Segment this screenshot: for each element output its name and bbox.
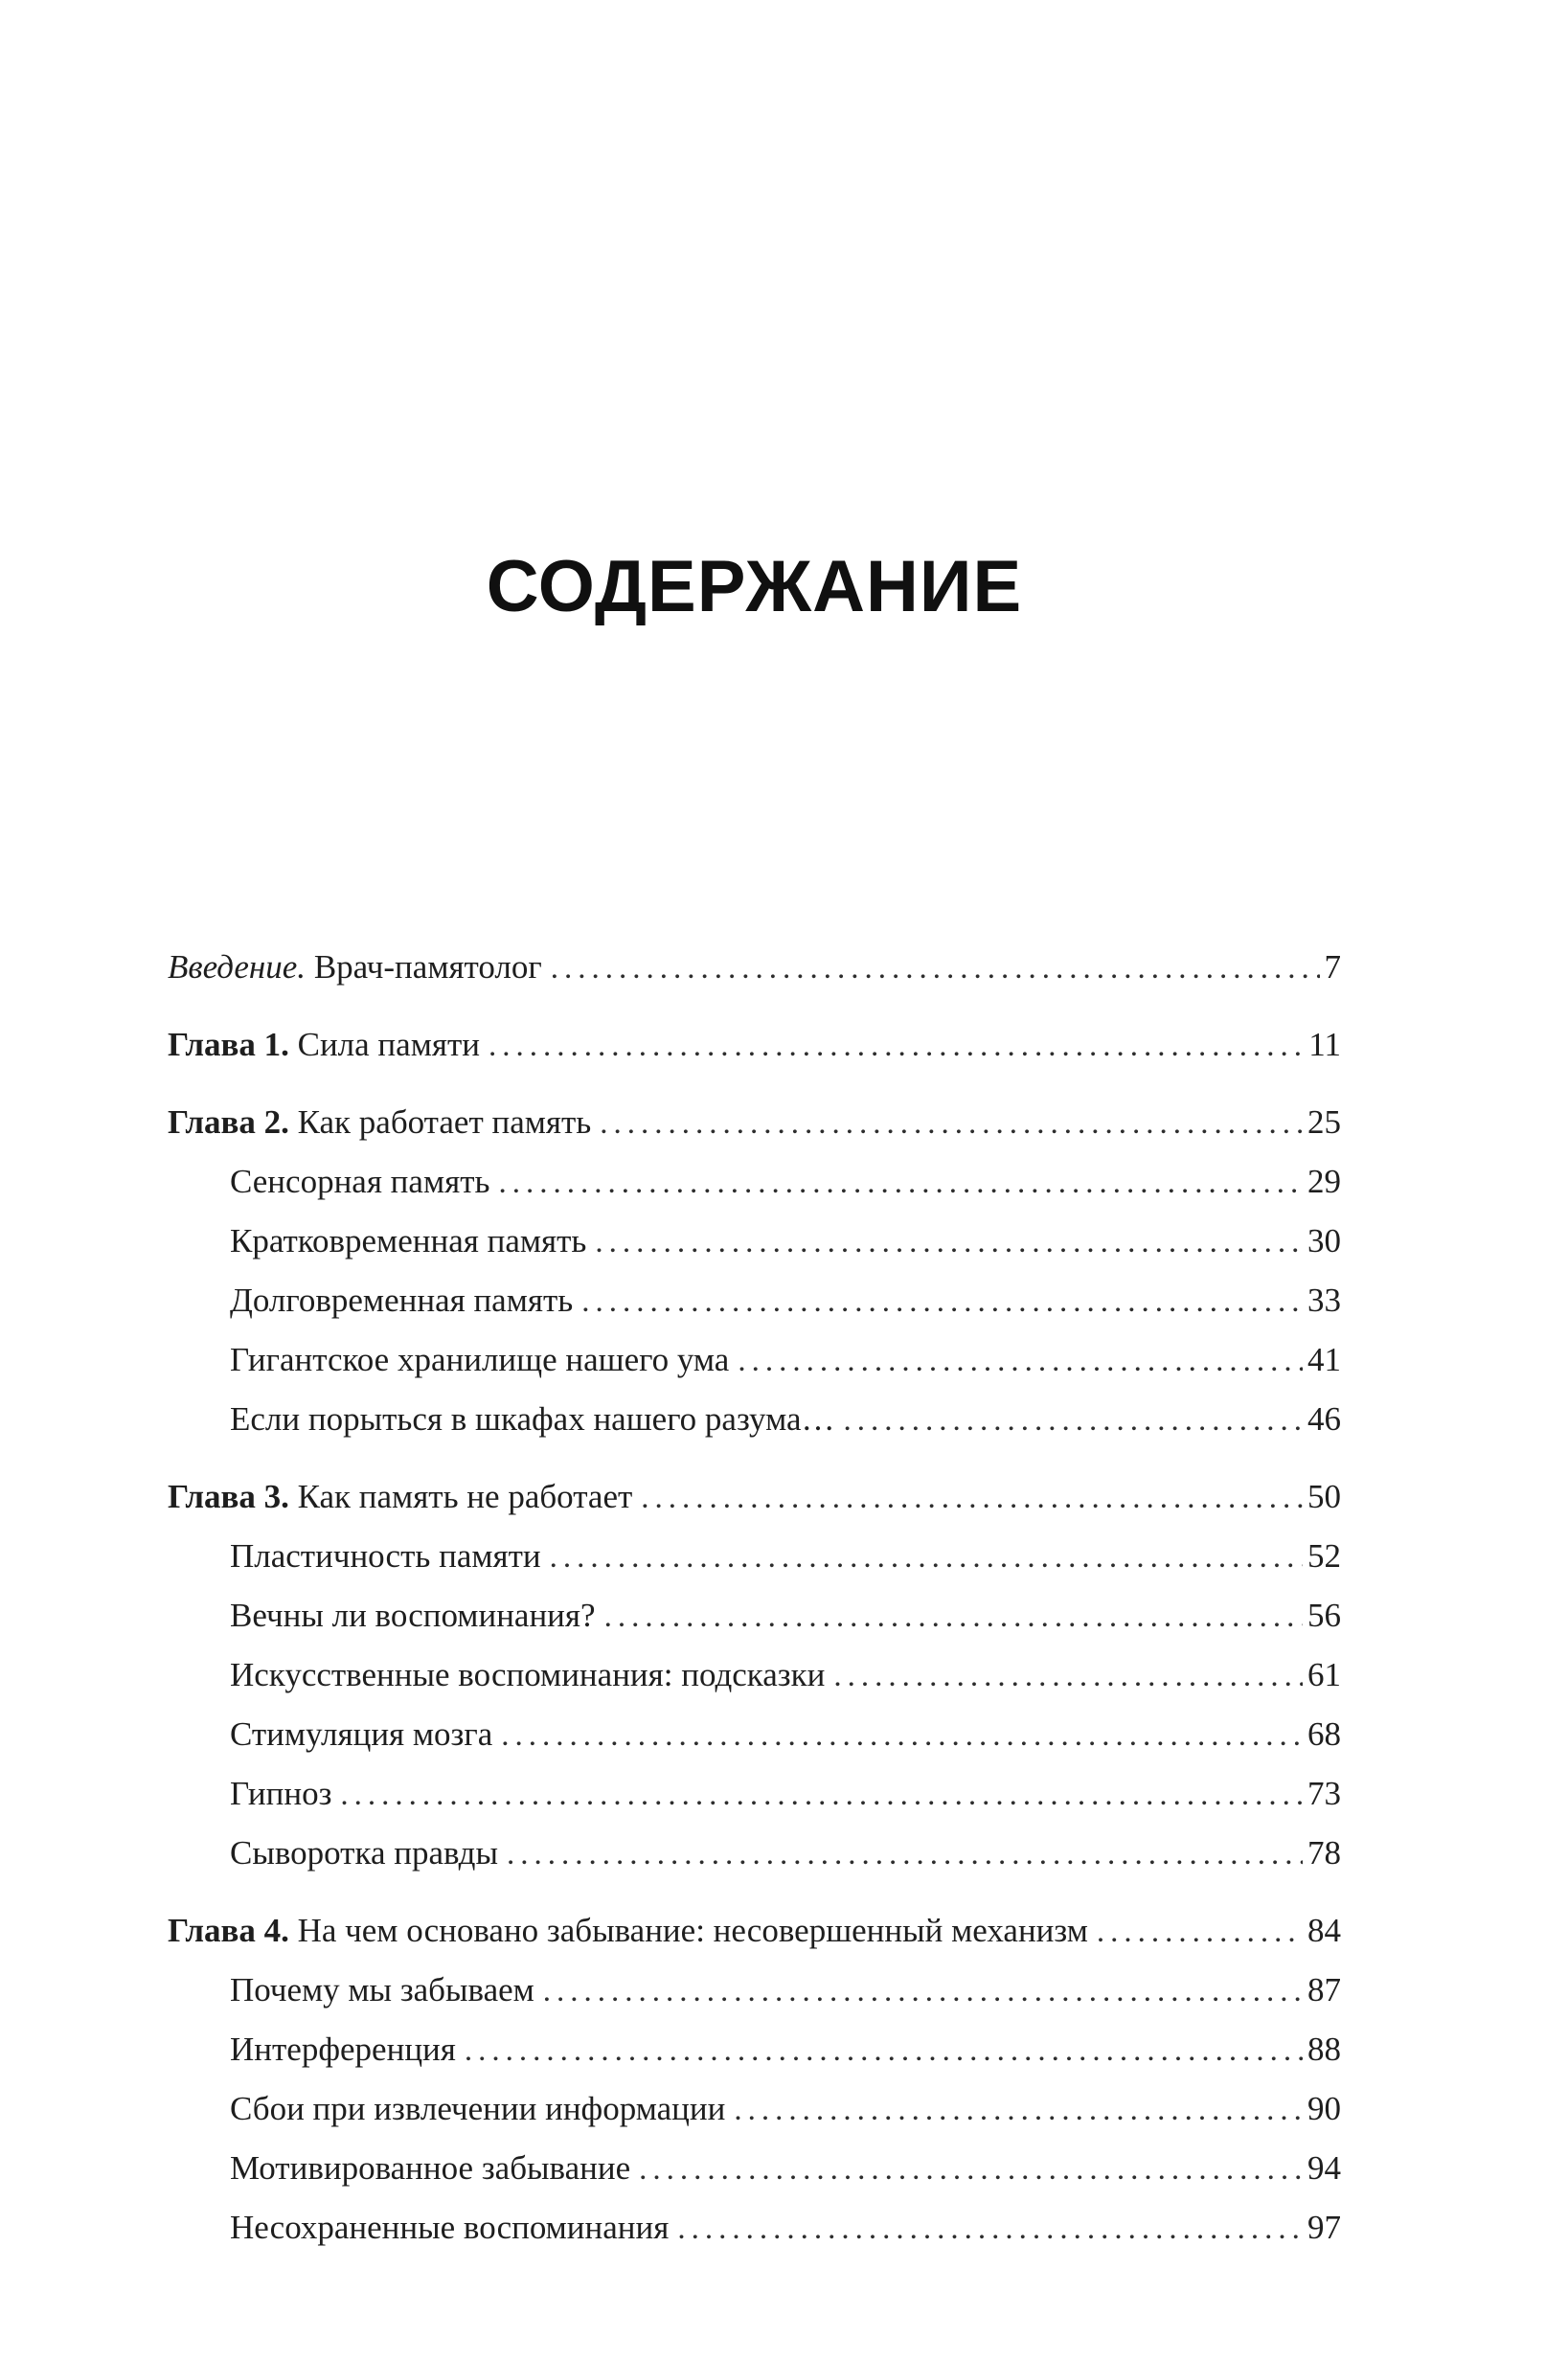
toc-entry-title: Искусственные воспоминания: подсказки — [230, 1656, 826, 1693]
toc-entry — [168, 1399, 1341, 1441]
toc-entry-title: Мотивированное забывание — [230, 2149, 631, 2187]
toc-entry-label — [230, 2208, 669, 2248]
dot-leader — [844, 1399, 1303, 1441]
toc-entry-page: 33 — [1307, 1282, 1341, 1319]
dot-leader — [600, 1102, 1303, 1144]
toc-entry-page: 73 — [1307, 1775, 1341, 1812]
toc-entry-label — [230, 1340, 729, 1380]
toc-entry — [168, 2148, 1341, 2190]
toc-entry-title: Как память не работает — [297, 1478, 633, 1515]
page-title: СОДЕРЖАНИЕ — [486, 546, 1023, 627]
toc-entry-prefix: Глава 2. — [168, 1103, 298, 1141]
page-content — [168, 0, 1341, 2249]
dot-leader — [641, 1477, 1303, 1518]
toc-entry-label — [230, 1714, 492, 1755]
toc-entry-title: На чем основано забывание: несовершенный механизм — [297, 1912, 1088, 1949]
toc-entry — [168, 1911, 1341, 1952]
toc-entry-page: 68 — [1307, 1715, 1341, 1753]
toc-entry-page: 7 — [1324, 948, 1341, 986]
toc-entry — [168, 1340, 1341, 1381]
toc-entry-page: 78 — [1307, 1834, 1341, 1872]
toc-entry-title: Интерференция — [230, 2031, 456, 2068]
toc-entry — [168, 1025, 1341, 1066]
toc-entry-page: 52 — [1307, 1537, 1341, 1575]
toc-entry-page: 84 — [1307, 1912, 1341, 1949]
toc-entry-title: Несохраненные воспоминания — [230, 2209, 670, 2246]
toc-entry — [168, 1536, 1341, 1577]
toc-entry-title: Врач-памятолог — [313, 948, 542, 986]
toc-entry-page: 90 — [1307, 2090, 1341, 2127]
toc-entry — [168, 947, 1341, 988]
dot-leader — [498, 1162, 1303, 1203]
toc-entry-label — [230, 1399, 835, 1440]
dot-leader — [581, 1281, 1303, 1322]
toc-entry-title: Долговременная память — [230, 1282, 574, 1319]
toc-entry-title: Сыворотка правды — [230, 1834, 498, 1872]
dot-leader — [639, 2148, 1303, 2190]
toc-entry-title: Как работает память — [297, 1103, 592, 1141]
toc-entry-page: 97 — [1307, 2209, 1341, 2246]
toc-entry-label — [230, 2089, 725, 2129]
toc-entry-prefix: Глава 3. — [168, 1478, 298, 1515]
toc-entry-title: Вечны ли воспоминания? — [230, 1597, 596, 1634]
toc-entry-title: Пластичность памяти — [230, 1537, 541, 1575]
dot-leader — [833, 1655, 1303, 1696]
toc-entry — [168, 1596, 1341, 1637]
toc-entry — [168, 1970, 1341, 2011]
toc-entry-label — [168, 1477, 632, 1517]
dot-leader — [507, 1833, 1303, 1874]
toc-entry-title: Если порыться в шкафах нашего разума… — [230, 1400, 835, 1438]
toc-entry-label — [230, 1536, 541, 1577]
toc-entry-title: Стимуляция мозга — [230, 1715, 493, 1753]
toc-entry-label — [230, 2030, 456, 2070]
toc-entry — [168, 1655, 1341, 1696]
toc-entry — [168, 1221, 1341, 1262]
toc-entry-title: Гипноз — [230, 1775, 332, 1812]
toc-entry-page: 29 — [1307, 1163, 1341, 1200]
dot-leader — [1097, 1911, 1303, 1952]
toc-entry — [168, 2089, 1341, 2130]
toc-entry-label — [168, 1102, 591, 1143]
toc-entry-page: 56 — [1307, 1597, 1341, 1634]
toc-entry-page: 50 — [1307, 1478, 1341, 1515]
toc-entry-label — [230, 1162, 489, 1202]
dot-leader — [595, 1221, 1303, 1262]
toc-entry-page: 11 — [1308, 1026, 1341, 1063]
toc-entry-label — [168, 1025, 480, 1065]
dot-leader — [551, 947, 1320, 988]
toc-entry-page: 46 — [1307, 1400, 1341, 1438]
toc-entry-page: 41 — [1307, 1341, 1341, 1378]
toc-entry-page: 61 — [1307, 1656, 1341, 1693]
toc-entry — [168, 2208, 1341, 2249]
toc-entry-label — [168, 1911, 1088, 1951]
toc-list — [168, 947, 1341, 2249]
toc-entry — [168, 1102, 1341, 1144]
toc-entry-title: Сила памяти — [297, 1026, 480, 1063]
toc-entry-label — [230, 1655, 825, 1695]
toc-entry — [168, 1477, 1341, 1518]
dot-leader — [465, 2030, 1303, 2071]
dot-leader — [738, 1340, 1303, 1381]
toc-entry-label — [230, 1774, 331, 1814]
toc-entry-label — [230, 1970, 534, 2010]
toc-entry-label — [168, 947, 542, 987]
dot-leader — [501, 1714, 1303, 1756]
dot-leader — [550, 1536, 1303, 1577]
toc-entry-prefix: Введение. — [168, 948, 314, 986]
toc-entry — [168, 2030, 1341, 2071]
dot-leader — [734, 2089, 1303, 2130]
dot-leader — [340, 1774, 1303, 1815]
toc-entry — [168, 1714, 1341, 1756]
toc-entry-title: Гигантское хранилище нашего ума — [230, 1341, 730, 1378]
dot-leader — [543, 1970, 1303, 2011]
toc-entry-page: 87 — [1307, 1971, 1341, 2008]
toc-entry — [168, 1833, 1341, 1874]
toc-entry-title: Кратковременная память — [230, 1222, 587, 1259]
toc-entry — [168, 1774, 1341, 1815]
toc-entry-prefix: Глава 4. — [168, 1912, 298, 1949]
toc-entry-label — [230, 1596, 596, 1636]
toc-entry-page: 88 — [1307, 2031, 1341, 2068]
dot-leader — [604, 1596, 1303, 1637]
toc-entry-page: 25 — [1307, 1103, 1341, 1141]
toc-entry-label — [230, 2148, 630, 2189]
toc-entry-prefix: Глава 1. — [168, 1026, 298, 1063]
toc-entry-page: 30 — [1307, 1222, 1341, 1259]
dot-leader — [677, 2208, 1303, 2249]
toc-entry-label — [230, 1221, 586, 1261]
toc-entry-page: 94 — [1307, 2149, 1341, 2187]
toc-entry-title: Почему мы забываем — [230, 1971, 534, 2008]
toc-entry — [168, 1281, 1341, 1322]
toc-entry-label — [230, 1281, 573, 1321]
toc-entry — [168, 1162, 1341, 1203]
dot-leader — [489, 1025, 1304, 1066]
toc-entry-title: Сенсорная память — [230, 1163, 490, 1200]
toc-entry-title: Сбои при извлечении информации — [230, 2090, 726, 2127]
toc-entry-label — [230, 1833, 498, 1873]
